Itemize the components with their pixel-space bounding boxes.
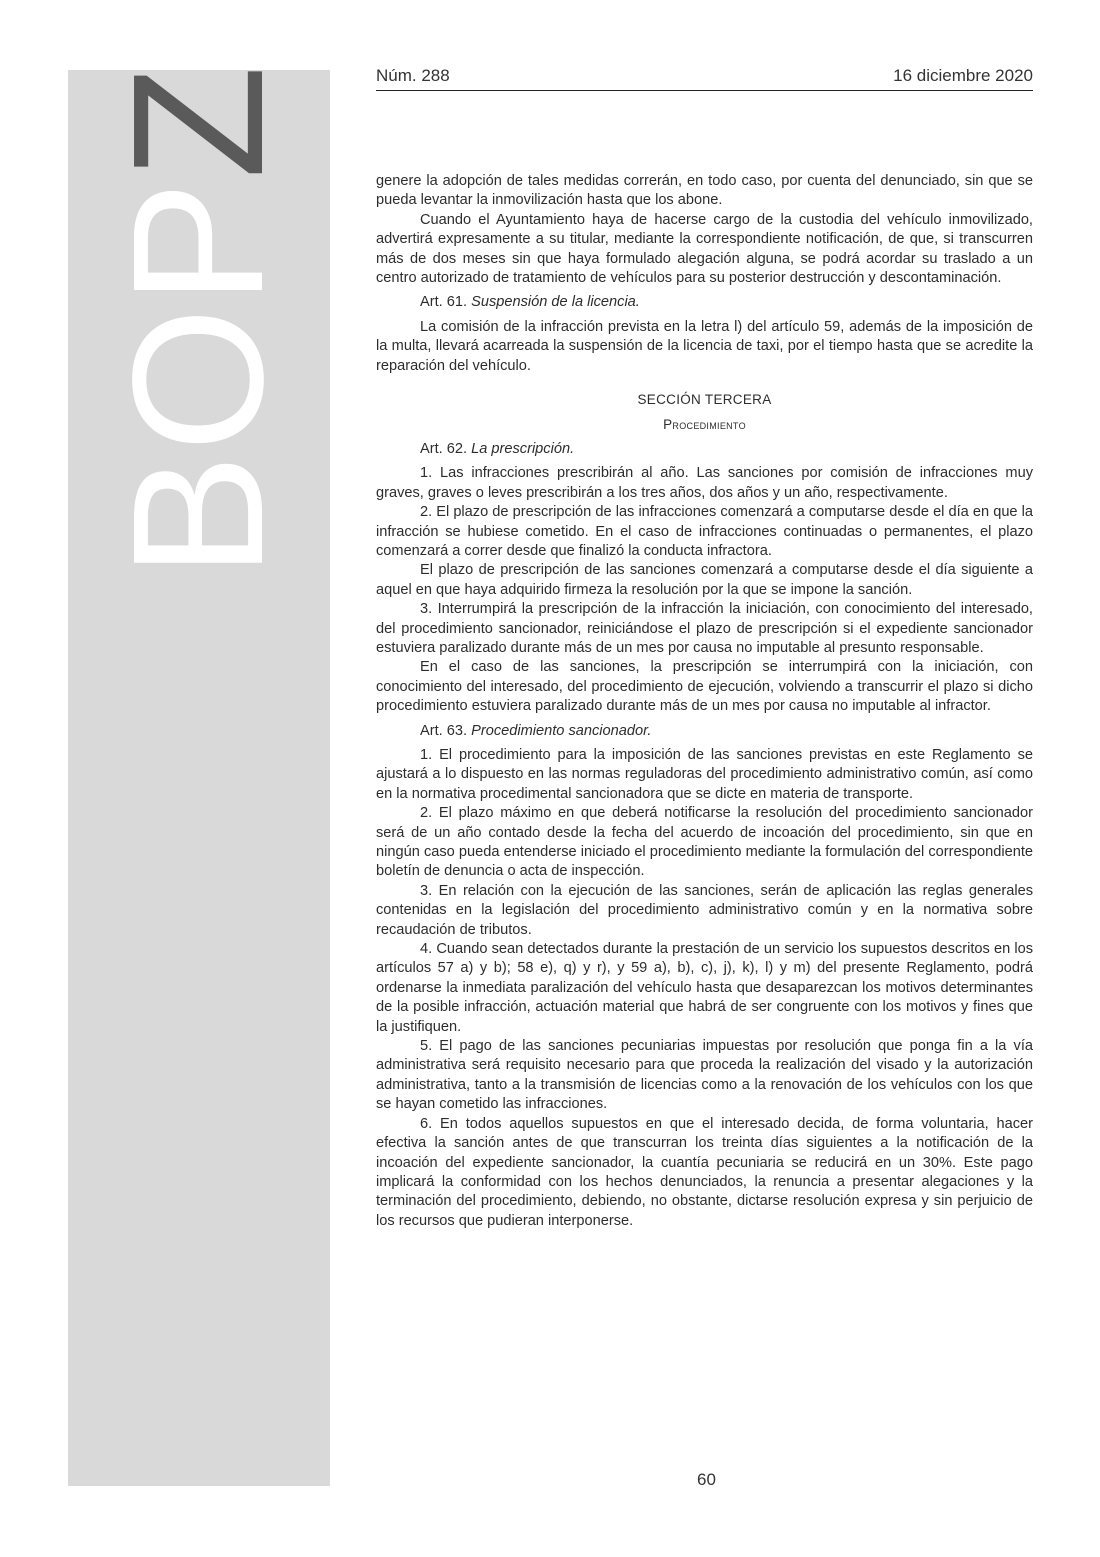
logo-letter-b: B (95, 451, 302, 578)
article-62-heading (376, 440, 1033, 459)
paragraph: Cuando el Ayuntamiento haya de hacerse cargo de la custodia del vehículo inmovilizado, advertirá expresamente a su titular, mediante la correspondiente notificación, de que, si transcurren más de dos meses sin que haya formulado alegación alguna, se podrá acordar su traslado a un centro autorizado de tratamiento de vehículos para su posterior destrucción y descontaminación. (376, 211, 1033, 287)
section-title: SECCIÓN TERCERA (637, 392, 772, 408)
bopz-logo (95, 63, 302, 578)
paragraph: 1. Las infracciones prescribirán al año. Las sanciones por comisión de infracciones muy graves, graves o leves prescribirán a los tres años, dos años y un año, respectivamente. (376, 465, 1033, 501)
article-label: Art. 61. (420, 294, 468, 311)
paragraph: En el caso de las sanciones, la prescripción se interrumpirá con la iniciación, con conocimiento del interesado, del procedimiento de ejecución, volviendo a transcurrir el plazo si dicho procedimiento estuviera paralizado durante más de un mes por causa no imputable al infractor. (376, 659, 1033, 715)
article-title: Procedimiento sancionador. (471, 722, 652, 739)
article-label: Art. 62. (420, 440, 468, 457)
section-subtitle: Procedimiento (663, 417, 746, 433)
paragraph: 3. Interrumpirá la prescripción de la infracción la iniciación, con conocimiento del interesado, del procedimiento sancionador, reiniciándose el plazo de prescripción si el expediente sancionador estuviera paralizado durante más de un mes por causa no imputable al presunto responsable. (376, 601, 1033, 656)
page-number: 60 (697, 1470, 716, 1489)
paragraph: 1. El procedimiento para la imposición de las sanciones previstas en este Reglamento se ajustará a lo dispuesto en las normas reguladoras del procedimiento administrativo común, así como en la normativa procedimental sancionadora que se dicte en materia de transporte. (376, 746, 1033, 802)
article-title: La prescripción. (471, 440, 575, 457)
article-title: Suspensión de la licencia. (471, 294, 640, 311)
paragraph: 5. El pago de las sanciones pecuniarias impuestas por resolución que ponga fin a la vía administrativa será requisito necesario para que proceda la realización del visado y la autorización administrativa, tanto a la transmisión de licencias como a la renovación de los vehículos con los que se hayan cometido las infracciones. (376, 1038, 1033, 1113)
body-text (376, 172, 1033, 1231)
running-header (376, 66, 1033, 91)
logo-letter-z: Z (95, 63, 302, 180)
paragraph: La comisión de la infracción prevista en la letra l) del artículo 59, además de la imposición de la multa, llevará acarreada la suspensión de la licencia de taxi, por el tiempo hasta que se acredite la reparación del vehículo. (376, 318, 1033, 374)
paragraph: 2. El plazo de prescripción de las infracciones comenzará a computarse desde el día en que la infracción se hubiese cometido. En el caso de infracciones continuadas o permanentes, el plazo comenzará a correr desde que finalizó la conducta infractora. (376, 504, 1033, 559)
article-61-heading (376, 293, 1033, 312)
paragraph: 6. En todos aquellos supuestos en que el interesado decida, de forma voluntaria, hacer efectiva la sanción antes de que transcurran los treinta días siguientes a la notificación de la incoación del expediente sancionador, la cuantía pecuniaria se reducirá en un 30%. Este pago implicará la conformidad con los hechos denunciados, la renuncia a presentar alegaciones y la terminación del procedimiento, debiendo, no obstante, dictarse resolución expresa y sin perjuicio de los recursos que pudieran interponerse. (376, 1115, 1033, 1229)
logo-letter-p: P (95, 179, 302, 306)
paragraph: 3. En relación con la ejecución de las sanciones, serán de aplicación las reglas generales contenidas en la legislación del procedimiento administrativo común y en la normativa sobre recaudación de tributos. (376, 882, 1033, 938)
issue-number: Núm. 288 (376, 66, 450, 85)
paragraph: El plazo de prescripción de las sanciones comenzará a computarse desde el día siguiente a aquel en que haya adquirido firmeza la resolución por la que se impone la sanción. (376, 562, 1033, 598)
article-63-heading (376, 722, 1033, 741)
paragraph: 4. Cuando sean detectados durante la prestación de un servicio los supuestos descritos en los artículos 57 a) y b); 58 e), q) y r), y 59 a), b), c), j), k), l) y m) del presente Reglamento, podrá ordenarse la inmediata paralización del vehículo hasta que desaparezcan los motivos determinantes de la posible infracción, actuación material que habrá de ser congruente con los motivos y fines que la justifiquen. (376, 941, 1033, 1035)
logo-letter-o: O (95, 305, 302, 452)
paragraph: 2. El plazo máximo en que deberá notificarse la resolución del procedimiento sancionador será de un año contado desde la fecha del acuerdo de incoación del procedimiento, sin que en ningún caso pueda entenderse iniciado el procedimiento mediante la formulación del correspondiente boletín de denuncia o acta de inspección. (376, 805, 1033, 880)
article-label: Art. 63. (420, 722, 468, 739)
issue-date: 16 diciembre 2020 (893, 66, 1033, 85)
paragraph: genere la adopción de tales medidas correrán, en todo caso, por cuenta del denunciado, sin que se pueda levantar la inmovilización hasta que los abone. (376, 173, 1033, 209)
